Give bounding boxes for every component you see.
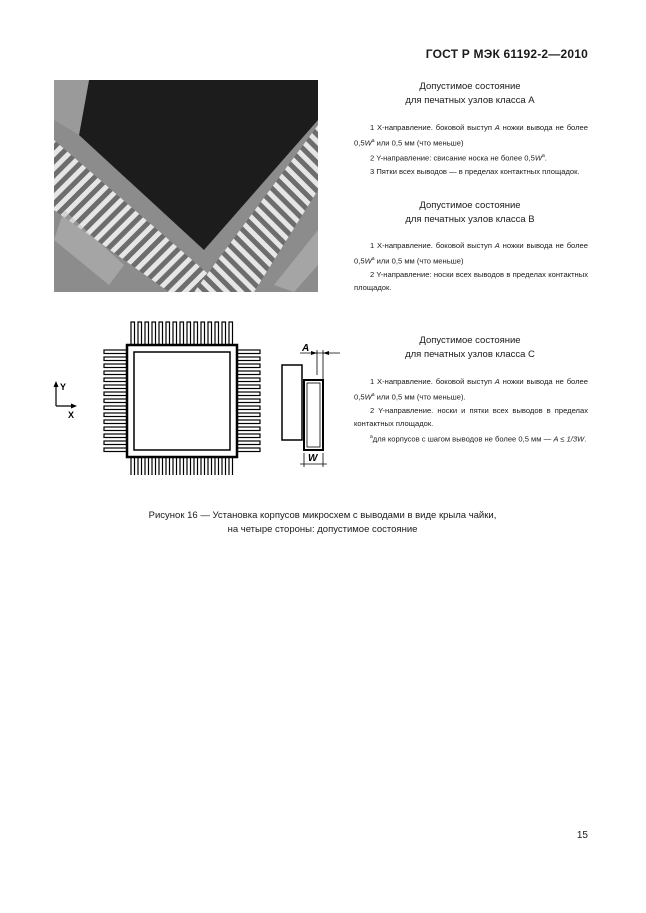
section-c-title-line2: для печатных узлов класса С bbox=[405, 349, 535, 360]
lead-top bbox=[138, 322, 142, 346]
section-b-note-2: 2 Y-направление: носки всех выводов в пределах контактных площадок. bbox=[354, 269, 588, 293]
package-body bbox=[134, 352, 230, 450]
lead-left bbox=[104, 364, 128, 368]
lead-left bbox=[104, 434, 128, 438]
lead-top bbox=[131, 322, 135, 346]
lead-top bbox=[208, 322, 212, 346]
lead-right bbox=[236, 413, 260, 417]
lead-top bbox=[159, 322, 163, 346]
lead-right bbox=[236, 350, 260, 354]
lead-bottom bbox=[180, 456, 184, 475]
leads-left bbox=[104, 350, 128, 452]
axis-x-label: X bbox=[68, 410, 75, 420]
lead-top bbox=[201, 322, 205, 346]
axis-icon bbox=[48, 378, 88, 420]
lead-right bbox=[236, 399, 260, 403]
lead-top bbox=[194, 322, 198, 346]
qfp-diagram-svg bbox=[95, 315, 355, 475]
lead-bottom bbox=[229, 456, 233, 475]
lead-right bbox=[236, 385, 260, 389]
lead-bottom bbox=[194, 456, 198, 475]
lead-right bbox=[236, 364, 260, 368]
section-a-note-2: 2 Y-направление: свисание носка не более $0,5W^a$. bbox=[370, 152, 547, 163]
lead-bottom bbox=[138, 456, 142, 475]
lead-right bbox=[236, 448, 260, 452]
section-a-title-line1: Допустимое состояние bbox=[419, 81, 521, 92]
lead-left bbox=[104, 392, 128, 396]
caption-line2: на четыре стороны: допустимое состояние bbox=[227, 524, 418, 535]
page-number: 15 bbox=[576, 830, 588, 841]
lead-bottom bbox=[166, 456, 170, 475]
lead-top bbox=[229, 322, 233, 346]
section-b-note-1: 1 X-направление. боковой выступ A ножки вывода не более $0,5W^a$ или 0,5 мм (что меньше) bbox=[354, 241, 588, 266]
leads-right bbox=[236, 350, 260, 452]
section-c-note-1: 1 X-направление. боковой выступ A ножки вывода не более $0,5W^a$ или 0,5 мм (что меньше). bbox=[354, 377, 588, 402]
leads-top bbox=[131, 322, 233, 346]
lead-left bbox=[104, 413, 128, 417]
lead-bottom bbox=[187, 456, 191, 475]
section-c-note-2: 2 Y-направление. носки и пятки всех выводов в пределах контактных площадок. bbox=[354, 405, 588, 429]
lead-top bbox=[145, 322, 149, 346]
lead-top bbox=[222, 322, 226, 346]
dimension-w-label: W bbox=[308, 453, 318, 464]
lead-right bbox=[236, 371, 260, 375]
lead-top bbox=[166, 322, 170, 346]
lead-left bbox=[104, 385, 128, 389]
section-a-notes bbox=[354, 121, 588, 178]
lead-bottom bbox=[222, 456, 226, 475]
section-c-notes bbox=[354, 375, 588, 446]
lead-left bbox=[104, 406, 128, 410]
section-c-title-line1: Допустимое состояние bbox=[419, 335, 521, 346]
lead-right bbox=[236, 420, 260, 424]
document-header: ГОСТ Р МЭК 61192-2—2010 bbox=[425, 47, 588, 61]
section-c-title bbox=[350, 334, 590, 362]
section-c-footnote: $^a$для корпусов с шагом выводов не более 0,5 мм — A ≤ 1/3W. bbox=[370, 433, 587, 444]
axis-indicator bbox=[48, 378, 88, 425]
lead-top bbox=[173, 322, 177, 346]
figure-caption bbox=[70, 509, 575, 537]
lead-bottom bbox=[208, 456, 212, 475]
lead-left bbox=[104, 420, 128, 424]
lead-bottom bbox=[131, 456, 135, 475]
lead-left bbox=[104, 350, 128, 354]
dimension-a-label: A bbox=[302, 343, 310, 354]
lead-right bbox=[236, 434, 260, 438]
lead-right bbox=[236, 378, 260, 382]
section-a-title-line2: для печатных узлов класса А bbox=[405, 95, 535, 106]
lead-right bbox=[236, 441, 260, 445]
section-b-title bbox=[350, 199, 590, 227]
lead-bottom bbox=[173, 456, 177, 475]
lead-left bbox=[104, 357, 128, 361]
section-a-note-3: 3 Пятки всех выводов — в пределах контактных площадок. bbox=[370, 166, 580, 176]
caption-line1: Рисунок 16 — Установка корпусов микросхем с выводами в виде крыла чайки, bbox=[148, 510, 497, 521]
section-a-note-1: 1 X-направление. боковой выступ A ножки вывода не более $0,5W^a$ или 0,5 мм (что меньше) bbox=[354, 123, 588, 148]
axis-y-label: Y bbox=[60, 382, 67, 392]
section-a-title bbox=[350, 80, 590, 108]
chip-photo bbox=[54, 80, 318, 292]
lead-left bbox=[104, 441, 128, 445]
lead-right bbox=[236, 427, 260, 431]
lead-bottom bbox=[201, 456, 205, 475]
lead-left bbox=[104, 427, 128, 431]
lead-top bbox=[215, 322, 219, 346]
chip-photo-graphic bbox=[54, 80, 318, 292]
leads-bottom bbox=[131, 456, 233, 475]
section-b-notes bbox=[354, 239, 588, 295]
lead-bottom bbox=[145, 456, 149, 475]
lead-top bbox=[187, 322, 191, 346]
lead-right bbox=[236, 406, 260, 410]
lead-bottom bbox=[159, 456, 163, 475]
lead-left bbox=[104, 399, 128, 403]
lead-top bbox=[152, 322, 156, 346]
lead-right bbox=[236, 357, 260, 361]
lead-left bbox=[104, 448, 128, 452]
section-b-title-line2: для печатных узлов класса В bbox=[405, 214, 535, 225]
lead-bottom bbox=[152, 456, 156, 475]
lead-right bbox=[236, 392, 260, 396]
section-b-title-line1: Допустимое состояние bbox=[419, 200, 521, 211]
lead-bottom bbox=[215, 456, 219, 475]
qfp-diagram bbox=[95, 315, 355, 480]
lead-top bbox=[180, 322, 184, 346]
lead-left bbox=[104, 378, 128, 382]
lead-left bbox=[104, 371, 128, 375]
contact-pad bbox=[282, 365, 302, 440]
